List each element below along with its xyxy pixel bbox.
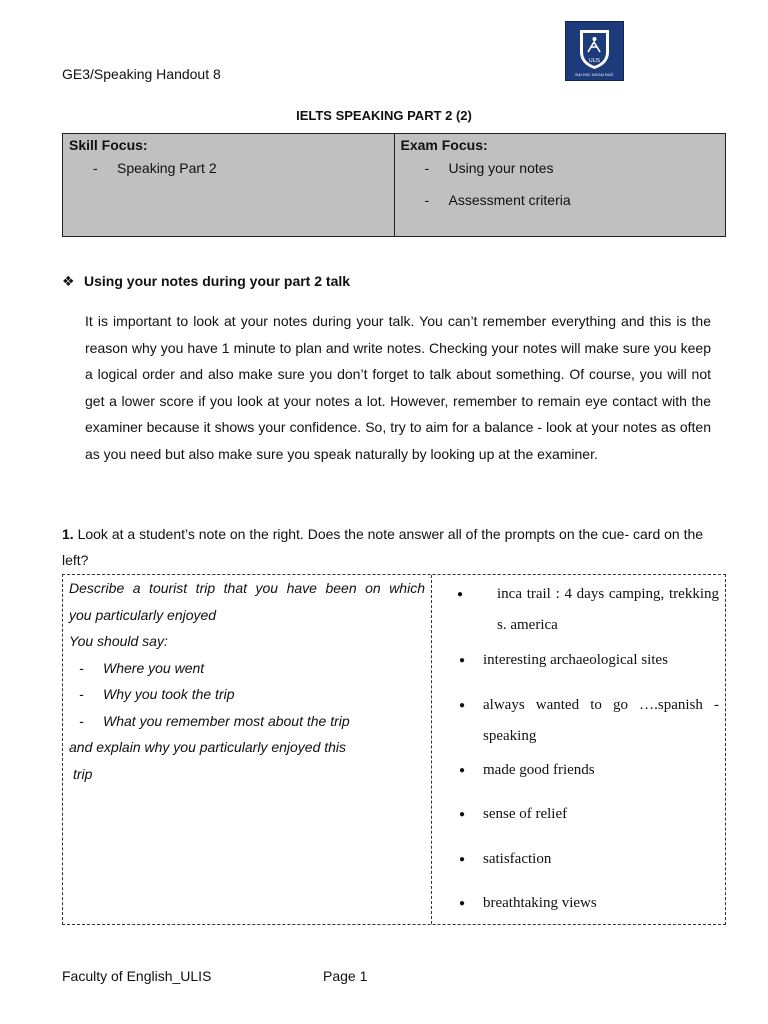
note-item: ● sense of relief — [463, 799, 719, 830]
bullet-icon: ● — [459, 898, 466, 909]
ulis-logo — [565, 21, 624, 81]
logo-text: ULIS — [588, 58, 601, 64]
bullet-icon: ● — [459, 765, 466, 776]
footer-faculty: Faculty of English_ULIS — [62, 968, 212, 984]
logo-crest-icon — [566, 22, 623, 80]
student-notes — [433, 575, 725, 924]
cue-card-line: you particularly enjoyed — [69, 606, 217, 623]
cue-card — [63, 575, 432, 924]
body-paragraph: It is important to look at your notes during your talk. You can’t remember everything and this is the reason why you have 1 minute to plan and write notes. Checking your notes will make sure you keep a logical order and also make sure you don’t forget to talk about something. Of course, you will not get a lower score if you look at your notes a lot. However, remember to remain eye contact with the examiner because it shows your confidence. So, try to aim for a balance - look at your notes as often as you need but also make sure you speak naturally by looking up at the examiner. — [85, 313, 711, 462]
cue-card-prompt: - Why you took the trip — [79, 686, 235, 702]
exam-focus-cell — [394, 134, 726, 237]
question-number: 1. — [62, 526, 74, 542]
diamond-bullet-icon: ❖ — [62, 273, 75, 289]
note-item: ● made good friends — [463, 755, 719, 786]
skill-focus-heading: Skill Focus: — [69, 137, 148, 153]
note-item: ● breathtaking views — [463, 888, 719, 919]
question-1 — [62, 521, 722, 573]
note-item: ● satisfaction — [463, 844, 719, 875]
cue-card-instruction: You should say: — [69, 633, 168, 649]
bullet-icon: ● — [459, 700, 466, 711]
cue-card-closing: trip — [73, 765, 93, 782]
note-item: ● always wanted to go ….spanish - speaking — [463, 690, 719, 752]
cue-card-closing: and explain why you particularly enjoyed this — [69, 739, 347, 755]
skill-focus-cell — [63, 134, 395, 237]
cue-card-prompt: - Where you went — [79, 659, 205, 676]
exam-focus-item: - Assessment criteria — [424, 192, 571, 208]
bullet-icon: ● — [459, 809, 466, 820]
handout-code: GE3/Speaking Handout 8 — [62, 66, 221, 82]
note-item: ● interesting archaeological sites — [463, 645, 719, 676]
bullet-icon: ● — [459, 854, 466, 865]
bullet-icon: ● — [457, 589, 464, 600]
footer-page-number: Page 1 — [323, 968, 368, 984]
cue-card-line: Describe a tourist trip that you have been on which — [69, 580, 425, 596]
exam-focus-heading: Exam Focus: — [400, 137, 488, 153]
logo-caption: ĐẠI HỌC NGOẠI NGỮ — [575, 73, 614, 77]
skill-focus-item: - Speaking Part 2 — [93, 160, 217, 176]
cue-card-prompt: - What you remember most about the trip — [79, 712, 350, 729]
focus-table — [62, 133, 726, 237]
page-title: IELTS SPEAKING PART 2 (2) — [296, 108, 472, 123]
exam-focus-item: - Using your notes — [424, 160, 554, 176]
note-item: ● inca trail : 4 days camping, trekking s. america — [457, 579, 719, 641]
bullet-icon: ● — [459, 655, 466, 666]
cue-card-table — [62, 574, 726, 925]
question-text: Look at a student’s note on the right. Does the note answer all of the prompts on the cue- card on the left? — [62, 526, 704, 568]
section-heading: ❖ Using your notes during your part 2 talk — [62, 273, 351, 289]
